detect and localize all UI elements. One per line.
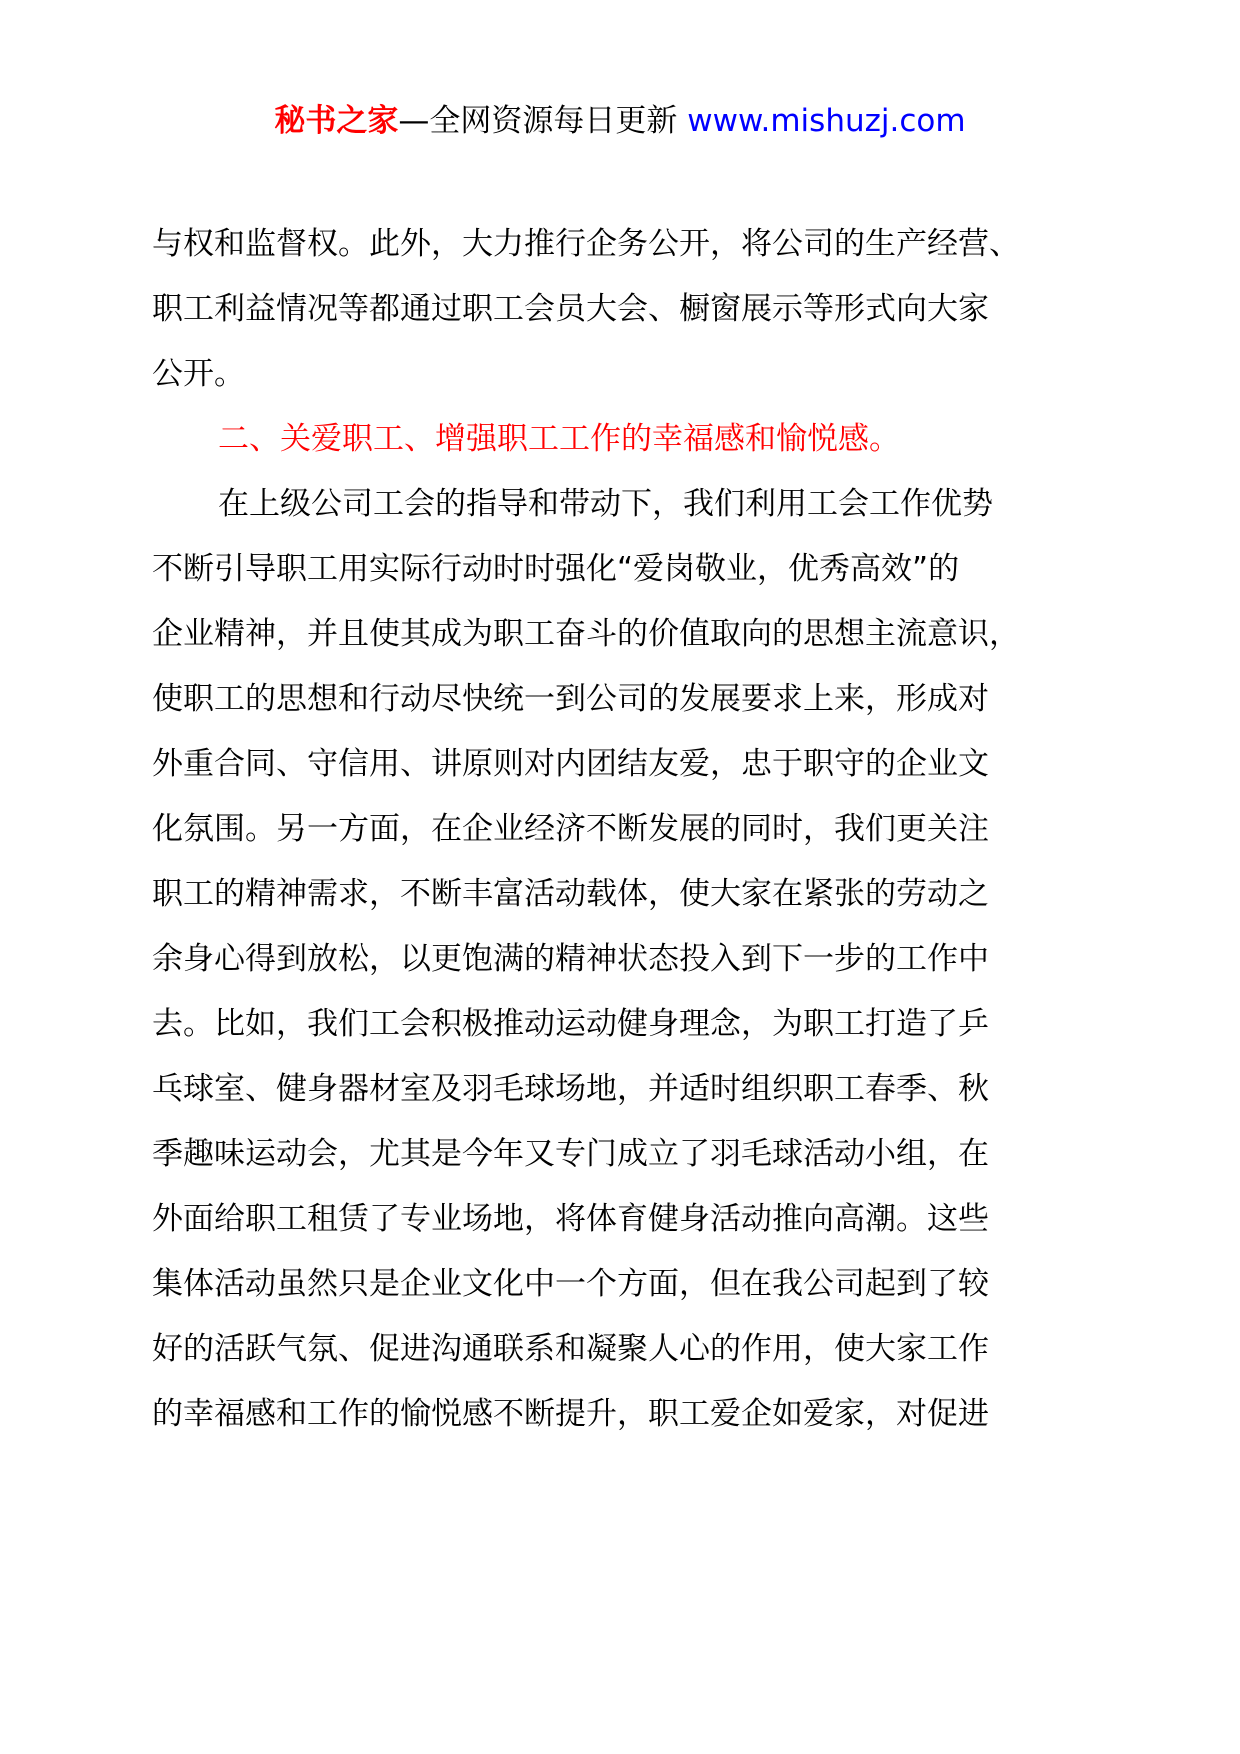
text-line: 与权和监督权。此外，大力推行企务公开，将公司的生产经营、 — [152, 226, 1020, 262]
page-header — [0, 96, 1240, 146]
text-line: 的幸福感和工作的愉悦感不断提升，职工爱企如爱家，对促进 — [152, 1396, 989, 1432]
text-line: 公开。 — [152, 356, 245, 392]
section-heading-text: 二、关爱职工、增强职工工作的幸福感和愉悦感。 — [218, 421, 900, 457]
text-line: 在上级公司工会的指导和带动下，我们利用工会工作优势 — [218, 486, 993, 522]
header-tagline: —全网资源每日更新 — [398, 103, 678, 139]
text-line: 使职工的思想和行动尽快统一到公司的发展要求上来，形成对 — [152, 681, 989, 717]
text-line: 乓球室、健身器材室及羽毛球场地，并适时组织职工春季、秋 — [152, 1071, 989, 1107]
text-line: 去。比如，我们工会积极推动运动健身理念，为职工打造了乒 — [152, 1006, 989, 1042]
text-line: 不断引导职工用实际行动时时强化“爱岗敬业，优秀高效”的 — [152, 551, 960, 587]
text-line: 好的活跃气氛、促进沟通联系和凝聚人心的作用，使大家工作 — [152, 1331, 989, 1367]
text-line: 职工的精神需求，不断丰富活动载体，使大家在紧张的劳动之 — [152, 876, 989, 912]
text-line: 集体活动虽然只是企业文化中一个方面，但在我公司起到了较 — [152, 1266, 989, 1302]
text-line: 外重合同、守信用、讲原则对内团结友爱，忠于职守的企业文 — [152, 746, 989, 782]
section-heading — [152, 407, 1098, 472]
document-body — [152, 212, 1098, 1447]
text-line: 余身心得到放松，以更饱满的精神状态投入到下一步的工作中 — [152, 941, 989, 977]
paragraph-main — [152, 472, 1098, 1447]
brand-name: 秘书之家 — [274, 103, 399, 139]
text-line: 外面给职工租赁了专业场地，将体育健身活动推向高潮。这些 — [152, 1201, 989, 1237]
text-line: 季趣味运动会，尤其是今年又专门成立了羽毛球活动小组，在 — [152, 1136, 989, 1172]
text-line: 化氛围。另一方面，在企业经济不断发展的同时，我们更关注 — [152, 811, 989, 847]
paragraph-continuation — [152, 212, 1098, 407]
text-line: 企业精神，并且使其成为职工奋斗的价值取向的思想主流意识， — [152, 616, 1020, 652]
text-line: 职工利益情况等都通过职工会员大会、橱窗展示等形式向大家 — [152, 291, 989, 327]
site-url-link[interactable]: www.mishuzj.com — [687, 103, 966, 139]
